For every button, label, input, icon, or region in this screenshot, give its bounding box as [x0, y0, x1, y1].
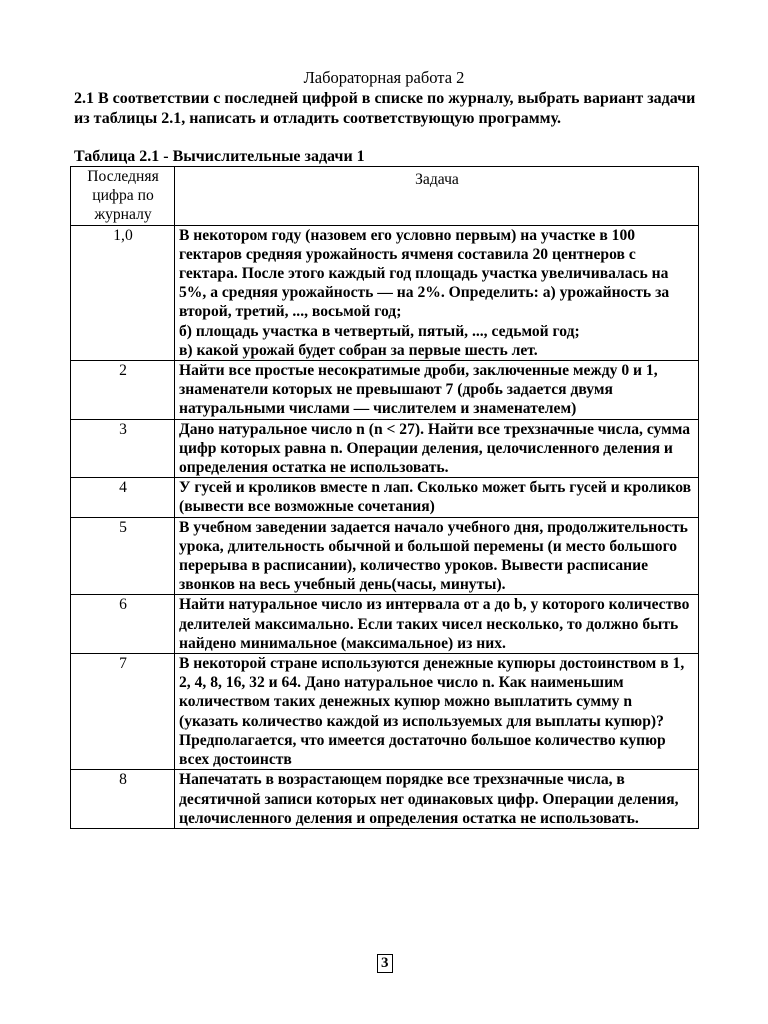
table-row	[71, 517, 699, 595]
column-header-task: Задача	[175, 167, 699, 226]
row-digit: 6	[71, 595, 175, 654]
row-task: В некотором году (назовем его условно первым) на участке в 100 гектаров средняя урожайность ячменя составила 20 центнеров с гектара. После этого каждый год площадь участка увеличивалась на 5%, а средняя урожайность — на 2%. Определить: а) урожайность за второй, третий, ..., восьмой год; б) площадь участка в четвертый, пятый, ..., седьмой год; в) какой урожай будет собран за первые шесть лет.	[175, 225, 699, 360]
row-digit: 8	[71, 770, 175, 829]
row-task: В некоторой стране используются денежные купюры достоинством в 1, 2, 4, 8, 16, 32 и 64. Дано натуральное число n. Как наименьшим количеством таких денежных купюр можно выплатить сумму n (указать количество каждой из используемых для выплаты купюр)? Предполагается, что имеется достаточно большое количество купюр всех достоинств	[175, 654, 699, 770]
row-digit: 7	[71, 654, 175, 770]
row-digit: 5	[71, 517, 175, 595]
table-row	[71, 419, 699, 478]
column-header-last-digit: Последняя цифра по журналу	[71, 167, 175, 226]
table-row	[71, 595, 699, 654]
row-digit: 4	[71, 478, 175, 517]
table-caption: Таблица 2.1 - Вычислительные задачи 1	[74, 148, 365, 165]
row-digit: 2	[71, 361, 175, 420]
page-number: 3	[377, 954, 393, 973]
table-row	[71, 225, 699, 360]
table-header-row	[71, 167, 699, 226]
row-task: Найти все простые несократимые дроби, заключенные между 0 и 1, знаменатели которых не превышают 7 (дробь задается двумя натуральными числами — числителем и знаменателем)	[175, 361, 699, 420]
table-row	[71, 770, 699, 829]
row-task: Найти натуральное число из интервала от a до b, у которого количество делителей максимально. Если таких чисел несколько, то должно быть найдено минимальное (максимальное) из них.	[175, 595, 699, 654]
table-row	[71, 361, 699, 420]
row-task: Дано натуральное число n (n < 27). Найти все трехзначные числа, сумма цифр которых равна n. Операции деления, целочисленного деления и определения остатка не использовать.	[175, 419, 699, 478]
tasks-table	[70, 166, 699, 829]
row-task: Напечатать в возрастающем порядке все трехзначные числа, в десятичной записи которых нет одинаковых цифр. Операции деления, целочисленного деления и определения остатка не использовать.	[175, 770, 699, 829]
assignment-intro: 2.1 В соответствии с последней цифрой в списке по журналу, выбрать вариант задачи из таблицы 2.1, написать и отладить соответствующую программу.	[74, 90, 696, 127]
row-digit: 1,0	[71, 225, 175, 360]
row-task: У гусей и кроликов вместе n лап. Сколько может быть гусей и кроликов (вывести все возможные сочетания)	[175, 478, 699, 517]
table-row	[71, 654, 699, 770]
page-title: Лабораторная работа 2	[303, 68, 465, 87]
table-row	[71, 478, 699, 517]
row-task: В учебном заведении задается начало учебного дня, продолжительность урока, длительность обычной и большой перемены (и место большого перерыва в расписании), количество уроков. Вывести расписание звонков на весь учебный день(часы, минуты).	[175, 517, 699, 595]
row-digit: 3	[71, 419, 175, 478]
